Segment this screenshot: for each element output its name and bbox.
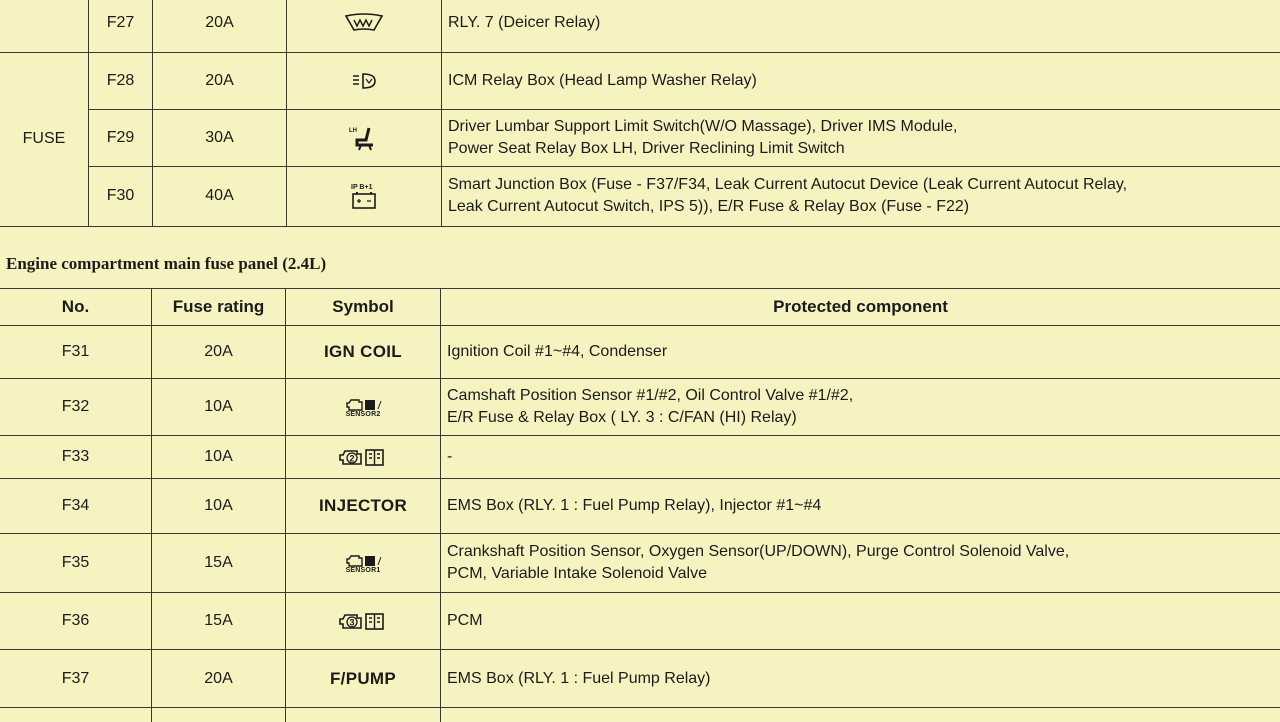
battery-icon [347, 181, 381, 211]
table-row [0, 479, 1280, 534]
desc-line: Camshaft Position Sensor #1/#2, Oil Control Valve #1/#2, [447, 385, 1274, 407]
protected-component [442, 166, 1280, 226]
fuse-symbol [287, 166, 442, 226]
symbol-label: IP B+1 [351, 184, 373, 191]
protected-component-empty [441, 708, 1280, 722]
protected-component [441, 593, 1280, 650]
table-row [0, 593, 1280, 650]
fuse-rating: 20A [152, 326, 286, 379]
desc-line: - [447, 448, 452, 465]
fuse-no: F37 [0, 650, 152, 708]
engine-sensor-icon [343, 553, 383, 574]
desc-line: EMS Box (RLY. 1 : Fuel Pump Relay) [447, 670, 711, 687]
fuse-rating: 20A [152, 650, 286, 708]
table-row [0, 0, 1280, 52]
protected-component [441, 379, 1280, 436]
symbol-text: INJECTOR [319, 496, 407, 515]
fuse-symbol [287, 52, 442, 109]
desc-line: Smart Junction Box (Fuse - F37/F34, Leak Current Autocut Device (Leak Current Autocut Relay, [448, 174, 1274, 196]
symbol-label: 2 [350, 454, 355, 464]
table-row [0, 534, 1280, 593]
protected-component [441, 436, 1280, 479]
fuse-rating: 15A [152, 534, 286, 593]
symbol-text: IGN COIL [324, 342, 402, 361]
fuse-rating-empty [152, 708, 286, 722]
table-row-partial [0, 708, 1280, 722]
protected-component [441, 534, 1280, 593]
protected-component [441, 650, 1280, 708]
table-header-row [0, 289, 1280, 326]
fuse-no: F27 [89, 0, 153, 52]
fuse-rating: 10A [152, 436, 286, 479]
table-row [0, 326, 1280, 379]
desc-line: RLY. 7 (Deicer Relay) [448, 14, 600, 31]
section-title: Engine compartment main fuse panel (2.4L) [6, 254, 326, 274]
table-row [0, 52, 1280, 109]
deicer-icon [342, 12, 386, 34]
fuse-symbol [286, 326, 441, 379]
symbol-text: F/PUMP [330, 669, 396, 688]
fuse-no: F28 [89, 52, 153, 109]
desc-line: PCM [447, 612, 483, 629]
fuse-rating: 20A [153, 0, 287, 52]
fuse-table-main [0, 288, 1280, 722]
table-row [0, 109, 1280, 166]
fuse-symbol [286, 534, 441, 593]
desc-line: Leak Current Autocut Switch, IPS 5)), E/R Fuse & Relay Box (Fuse - F22) [448, 196, 1274, 218]
fuse-no: F33 [0, 436, 152, 479]
symbol-label: 3 [350, 618, 355, 628]
fuse-symbol [286, 379, 441, 436]
protected-component [442, 0, 1280, 52]
table-row [0, 650, 1280, 708]
symbol-label: SENSOR1 [343, 567, 383, 574]
fuse-symbol [287, 109, 442, 166]
protected-component [441, 479, 1280, 534]
fuse-symbol [286, 479, 441, 534]
protected-component [442, 109, 1280, 166]
desc-line: PCM, Variable Intake Solenoid Valve [447, 563, 1274, 585]
desc-line: Ignition Coil #1~#4, Condenser [447, 343, 667, 360]
fuse-symbol [286, 650, 441, 708]
fuse-symbol-empty [286, 708, 441, 722]
header-symbol: Symbol [286, 289, 441, 326]
table-row [0, 436, 1280, 479]
fuse-no: F34 [0, 479, 152, 534]
fuse-no-empty [0, 708, 152, 722]
fuse-no: F30 [89, 166, 153, 226]
fuse-symbol [286, 593, 441, 650]
fuse-no: F29 [89, 109, 153, 166]
symbol-label: LH [349, 128, 357, 134]
protected-component [442, 52, 1280, 109]
fuse-no: F31 [0, 326, 152, 379]
group-label: FUSE [0, 52, 89, 226]
desc-line: Crankshaft Position Sensor, Oxygen Sensor(UP/DOWN), Purge Control Solenoid Valve, [447, 541, 1274, 563]
engine-2-icon [339, 446, 387, 468]
desc-line: Driver Lumbar Support Limit Switch(W/O Massage), Driver IMS Module, [448, 116, 1274, 138]
symbol-label: SENSOR2 [343, 411, 383, 418]
header-component: Protected component [441, 289, 1280, 326]
engine-3-icon [339, 610, 387, 632]
fuse-rating: 15A [152, 593, 286, 650]
fuse-rating: 10A [152, 479, 286, 534]
protected-component [441, 326, 1280, 379]
table-row [0, 379, 1280, 436]
fuse-no: F36 [0, 593, 152, 650]
desc-line: E/R Fuse & Relay Box ( LY. 3 : C/FAN (HI) Relay) [447, 407, 1274, 429]
header-rating: Fuse rating [152, 289, 286, 326]
fuse-rating: 30A [153, 109, 287, 166]
headlamp-washer-icon [349, 70, 379, 92]
group-cell-empty [0, 0, 89, 52]
fuse-rating: 40A [153, 166, 287, 226]
fuse-symbol [286, 436, 441, 479]
fuse-symbol [287, 0, 442, 52]
fuse-rating: 20A [153, 52, 287, 109]
desc-line: ICM Relay Box (Head Lamp Washer Relay) [448, 72, 757, 89]
fuse-no: F32 [0, 379, 152, 436]
power-seat-icon [347, 125, 381, 151]
desc-line: Power Seat Relay Box LH, Driver Reclining Limit Switch [448, 138, 1274, 160]
fuse-table-top [0, 0, 1280, 227]
table-row [0, 166, 1280, 226]
engine-sensor-icon [343, 397, 383, 418]
fuse-no: F35 [0, 534, 152, 593]
header-no: No. [0, 289, 152, 326]
desc-line: EMS Box (RLY. 1 : Fuel Pump Relay), Injector #1~#4 [447, 497, 821, 514]
fuse-rating: 10A [152, 379, 286, 436]
